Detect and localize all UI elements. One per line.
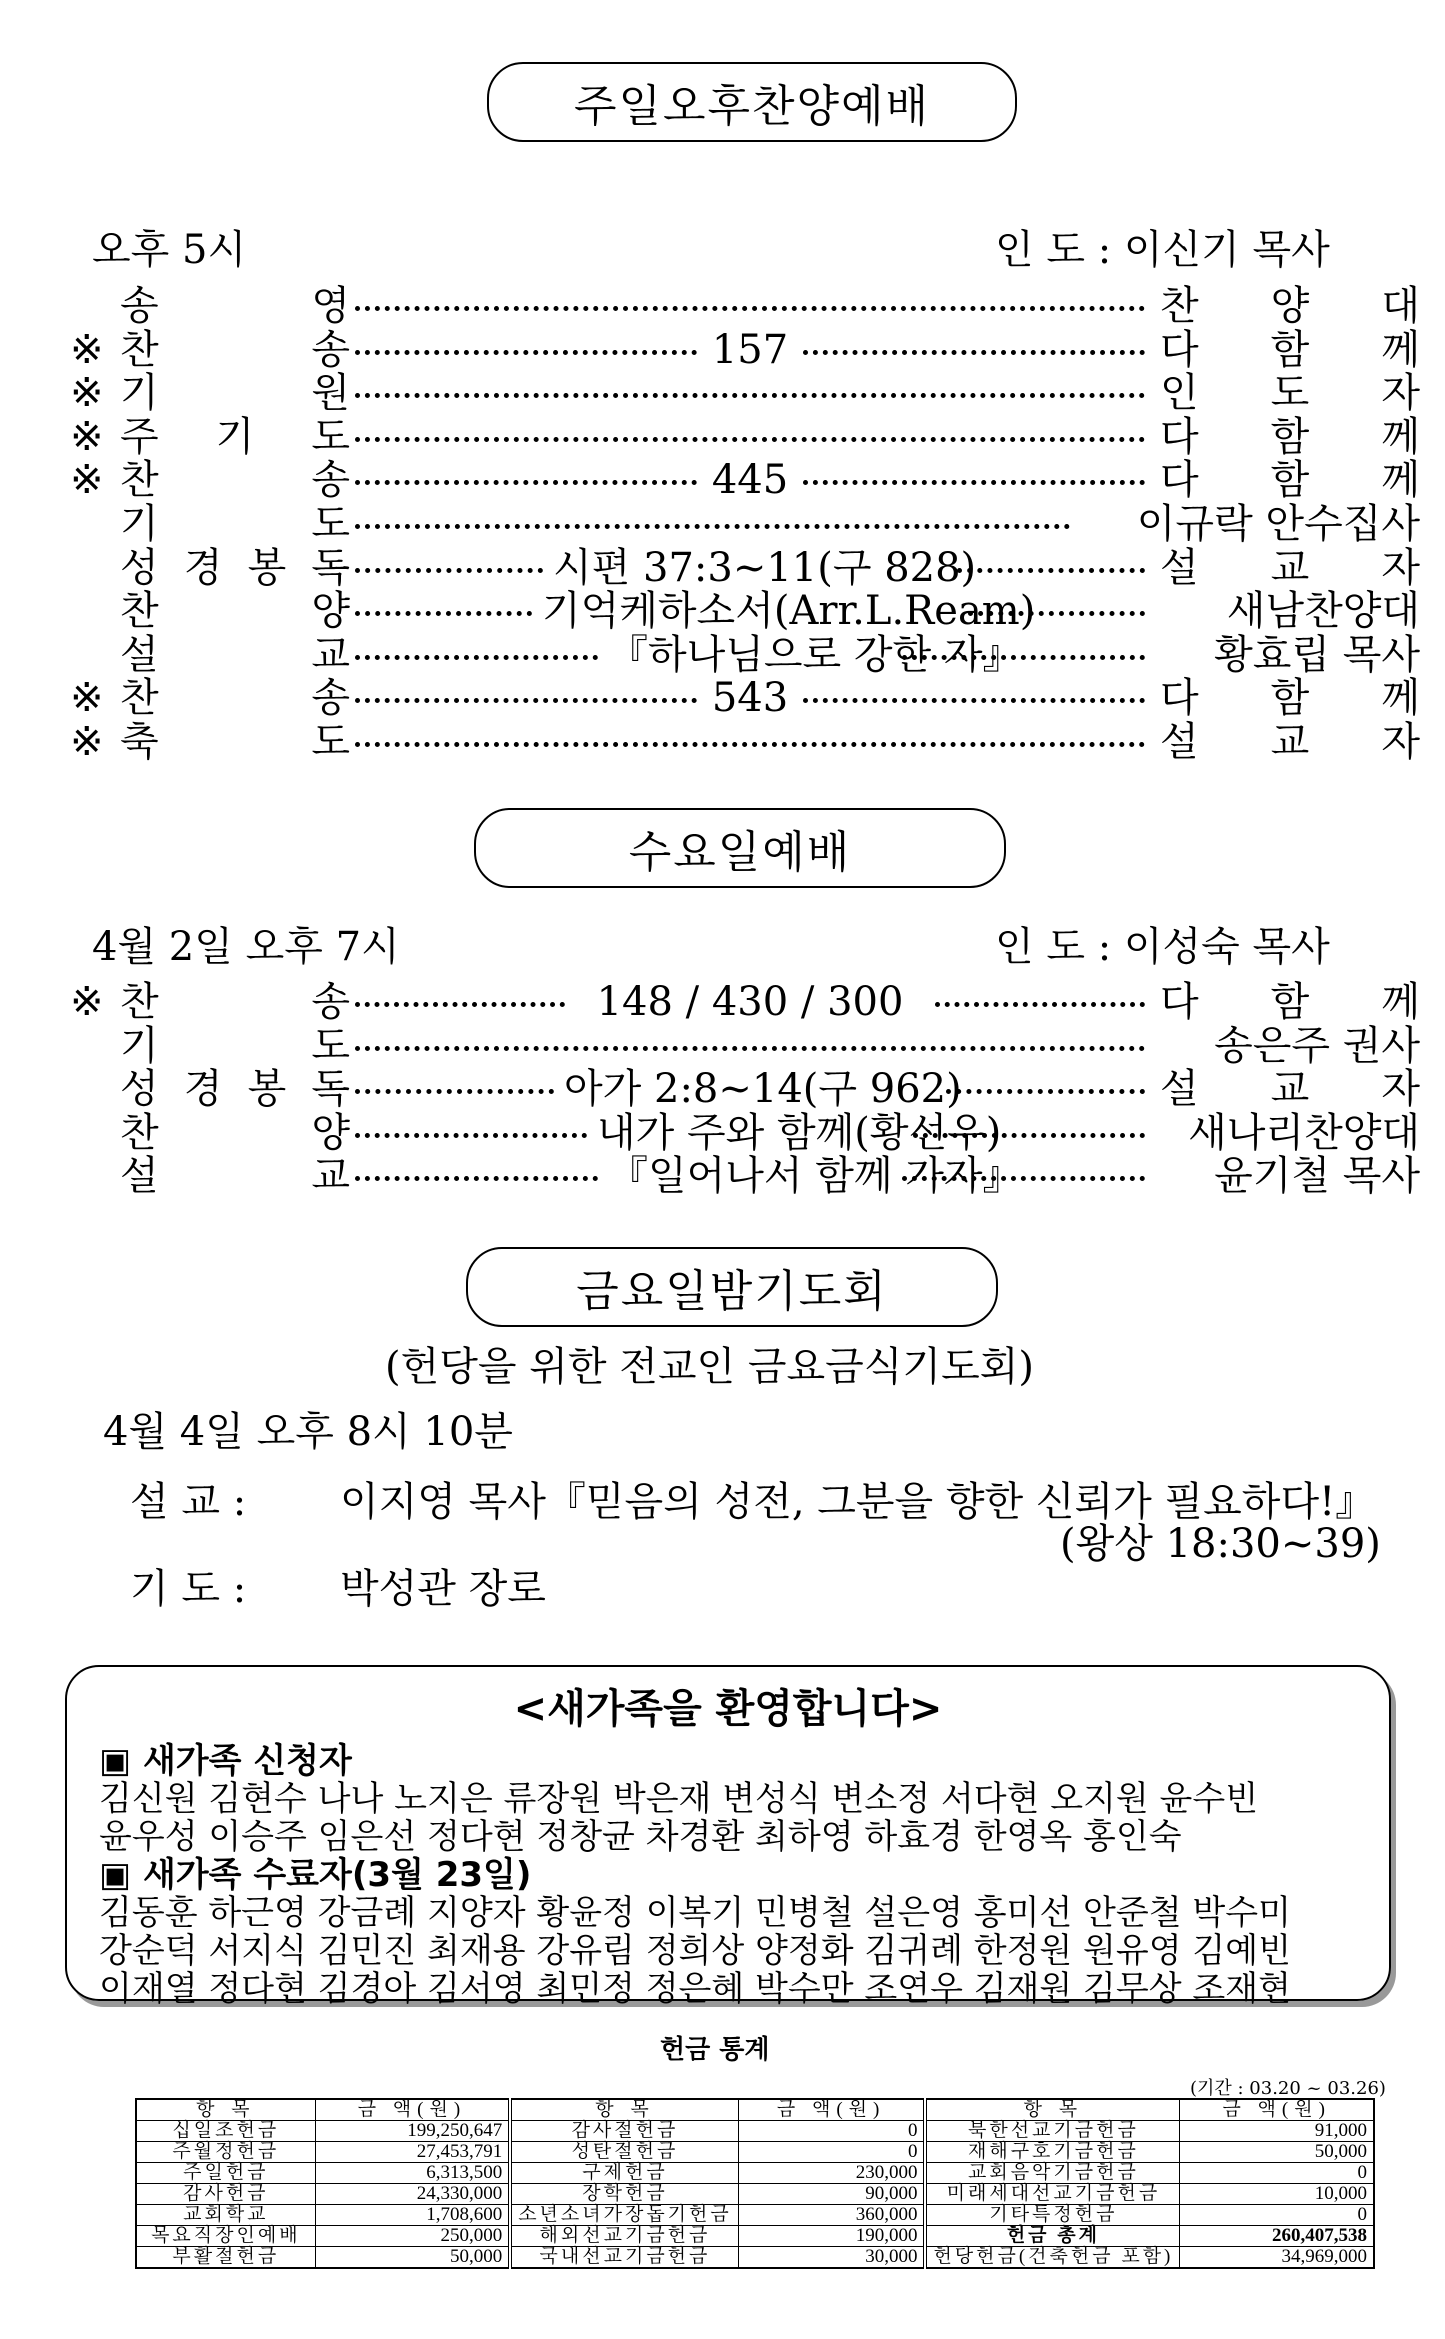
label-char: 찬 — [120, 1109, 159, 1156]
leader-dots — [935, 1002, 1145, 1007]
leader-dots — [355, 1133, 587, 1138]
person-char: 함 — [1270, 979, 1310, 1025]
standing-mark: ※ — [70, 719, 104, 765]
worship-item-person — [1160, 676, 1420, 720]
worship-item-person: 송은주 권사 — [1214, 1022, 1420, 1069]
worship-item-label — [120, 589, 350, 633]
leader-dots — [355, 480, 697, 485]
label-char: 독 — [311, 1066, 350, 1113]
person-char: 다 — [1160, 979, 1199, 1025]
applicants-line: 윤우성 이승주 임은선 정다현 정창균 차경환 최하영 하효경 한영옥 홍인숙 — [99, 1817, 1182, 1857]
person-char: 다 — [1160, 457, 1199, 504]
person-char: 찬 — [1160, 283, 1199, 329]
offering-item: 재해구호기금헌금 — [925, 2142, 1179, 2163]
person-char: 께 — [1381, 979, 1420, 1025]
label-char: 교 — [311, 631, 350, 678]
table-row — [136, 2163, 1374, 2184]
person-char: 자 — [1381, 370, 1420, 417]
label-char: 경 — [183, 544, 223, 591]
worship-row — [60, 413, 1420, 460]
column-header: 항 목 — [136, 2099, 315, 2121]
offering-amount: 190,000 — [738, 2226, 925, 2247]
offering-item: 기타특정헌금 — [925, 2205, 1179, 2226]
offering-amount: 10,000 — [1180, 2184, 1374, 2205]
offering-amount: 30,000 — [738, 2247, 925, 2269]
leader-dots — [355, 568, 543, 573]
label-char: 기 — [120, 1022, 159, 1069]
leader-dots — [913, 1133, 1145, 1138]
label-char: 영 — [311, 283, 350, 329]
worship-item-person — [1160, 1067, 1420, 1111]
label-char: 도 — [311, 719, 350, 765]
worship-item-detail: 내가 주와 함께(황선우) — [597, 1109, 1002, 1156]
worship-item-detail: 아가 2:8~14(구 962) — [564, 1066, 962, 1113]
worship-item-detail: 157 — [711, 326, 789, 373]
label-char: 양 — [311, 1109, 350, 1156]
label-char: 경 — [183, 1066, 223, 1113]
offering-item: 헌당헌금(건축헌금 포함) — [925, 2247, 1179, 2269]
person-char: 설 — [1160, 1066, 1199, 1113]
leader-dots — [355, 437, 1145, 442]
worship-row — [60, 979, 1420, 1025]
label-char: 송 — [120, 283, 159, 329]
offering-amount: 230,000 — [738, 2163, 925, 2184]
offering-item: 국내선교기금헌금 — [510, 2247, 738, 2269]
offering-item: 교회학교 — [136, 2205, 315, 2226]
standing-mark: ※ — [70, 675, 104, 722]
person-char: 인 — [1160, 370, 1199, 417]
person-char: 다 — [1160, 326, 1199, 373]
leader-dots — [355, 611, 532, 616]
offering-amount: 0 — [1180, 2163, 1374, 2184]
service-time: 4월 2일 오후 7시 — [92, 924, 400, 970]
person-char: 자 — [1381, 719, 1420, 765]
offering-amount: 199,250,647 — [315, 2121, 510, 2142]
offering-amount: 250,000 — [315, 2226, 510, 2247]
worship-item-person: 새남찬양대 — [1226, 588, 1420, 635]
offering-item: 주일헌금 — [136, 2163, 315, 2184]
standing-mark: ※ — [70, 457, 104, 504]
leader-dots — [355, 306, 1145, 311]
worship-item-label — [120, 1111, 350, 1155]
leader-dots — [968, 611, 1145, 616]
section-title-sunday-afternoon: 주일오후찬양예배 — [487, 62, 1017, 142]
label-char: 양 — [311, 588, 350, 635]
leader-dots — [803, 480, 1145, 485]
person-char: 설 — [1160, 719, 1199, 765]
label-char: 찬 — [120, 326, 159, 373]
label-char: 찬 — [120, 588, 159, 635]
label-char: 설 — [120, 1153, 159, 1200]
offering-item: 장학헌금 — [510, 2184, 738, 2205]
worship-item-label — [120, 1067, 350, 1111]
label-char: 송 — [311, 979, 350, 1025]
offering-item: 목요직장인예배 — [136, 2226, 315, 2247]
label-char: 설 — [120, 631, 159, 678]
offering-amount: 24,330,000 — [315, 2184, 510, 2205]
worship-item-detail: 『일어나서 함께 가자』 — [608, 1153, 1023, 1200]
worship-row — [60, 719, 1420, 765]
graduates-line: 김동훈 하근영 강금례 지양자 황윤정 이복기 민병철 설은영 홍미선 안준철 박수미 — [99, 1893, 1291, 1933]
worship-row — [60, 283, 1420, 329]
label-char: 송 — [311, 457, 350, 504]
offering-item: 소년소녀가장돕기헌금 — [510, 2205, 738, 2226]
worship-item-label — [120, 676, 350, 720]
leader-dots — [355, 1046, 1145, 1051]
worship-item-label — [120, 458, 350, 502]
applicants-heading: ▣ 새가족 신청자 — [99, 1741, 352, 1781]
person-char: 께 — [1381, 326, 1420, 373]
worship-item-detail: 시편 37:3~11(구 828) — [553, 544, 977, 591]
person-char: 양 — [1270, 283, 1310, 329]
offering-item: 해외선교기금헌금 — [510, 2226, 738, 2247]
label-char: 찬 — [120, 675, 159, 722]
offering-item: 북한선교기금헌금 — [925, 2121, 1179, 2142]
offering-amount: 0 — [1180, 2205, 1374, 2226]
person-char: 함 — [1270, 675, 1310, 722]
label-char: 기 — [120, 501, 159, 547]
worship-row — [60, 1153, 1420, 1200]
standing-mark: ※ — [70, 370, 104, 417]
worship-item-person — [1160, 980, 1420, 1024]
worship-item-detail: 『하나님으로 강한 자』 — [608, 631, 1023, 678]
offering-table — [135, 2098, 1375, 2269]
offering-item: 헌금 총계 — [925, 2226, 1179, 2247]
person-char: 자 — [1381, 1066, 1420, 1113]
label-char: 봉 — [247, 544, 287, 591]
worship-row — [60, 631, 1420, 678]
offering-item: 부활절헌금 — [136, 2247, 315, 2269]
label-char: 도 — [311, 501, 350, 547]
applicants-line: 김신원 김현수 나나 노지은 류장원 박은재 변성식 변소정 서다현 오지원 윤수빈 — [99, 1779, 1259, 1819]
person-char: 다 — [1160, 413, 1199, 460]
worship-row — [60, 1066, 1420, 1113]
worship-row — [60, 370, 1420, 417]
label-char: 봉 — [247, 1066, 287, 1113]
standing-mark: ※ — [70, 979, 104, 1025]
offering-item: 미래세대선교기금헌금 — [925, 2184, 1179, 2205]
worship-row — [60, 457, 1420, 504]
graduates-line: 이재열 정다현 김경아 김서영 최민정 정은혜 박수만 조연우 김재원 김무상 조재현 — [99, 1969, 1291, 2009]
worship-row — [60, 501, 1420, 547]
sermon-reference: (왕상 18:30~39) — [1060, 1521, 1381, 1567]
worship-item-person: 윤기철 목사 — [1214, 1153, 1420, 1200]
label-char: 교 — [311, 1153, 350, 1200]
worship-item-label — [120, 980, 350, 1024]
person-char: 께 — [1381, 413, 1420, 460]
worship-item-person — [1160, 415, 1420, 459]
leader-dots — [803, 350, 1145, 355]
leader-dots — [355, 393, 1145, 398]
person-char: 다 — [1160, 675, 1199, 722]
worship-row — [60, 1022, 1420, 1069]
worship-item-person — [1160, 328, 1420, 372]
table-row — [136, 2121, 1374, 2142]
person-char: 함 — [1270, 457, 1310, 504]
worship-item-person — [1160, 284, 1420, 328]
table-row — [136, 2142, 1374, 2163]
leader-dots — [355, 655, 598, 660]
friday-subtitle: (헌당을 위한 전교인 금요금식기도회) — [385, 1344, 1034, 1390]
table-header-row — [136, 2099, 1374, 2121]
worship-item-label — [120, 284, 350, 328]
person-char: 설 — [1160, 544, 1199, 591]
prayer-label: 기 도 : — [130, 1566, 247, 1612]
person-char: 께 — [1381, 675, 1420, 722]
label-char: 송 — [311, 675, 350, 722]
offering-amount: 6,313,500 — [315, 2163, 510, 2184]
leader-dots — [946, 1089, 1145, 1094]
person-char: 도 — [1270, 370, 1310, 417]
person-char: 함 — [1270, 413, 1310, 460]
new-family-title: <새가족을 환영합니다> — [513, 1686, 943, 1732]
offering-item: 구제헌금 — [510, 2163, 738, 2184]
service-time: 오후 5시 — [92, 227, 247, 273]
label-char: 축 — [120, 719, 159, 765]
offering-period: (기간 : 03.20 ~ 03.26) — [1190, 2078, 1386, 2099]
label-char: 기 — [120, 370, 159, 417]
table-row — [136, 2205, 1374, 2226]
worship-item-label — [120, 546, 350, 590]
offering-item: 감사절헌금 — [510, 2121, 738, 2142]
worship-item-label — [120, 328, 350, 372]
sermon-text: 이지영 목사『믿음의 성전, 그분을 향한 신뢰가 필요하다!』 — [340, 1479, 1376, 1525]
worship-item-label — [120, 633, 350, 677]
leader-dots — [957, 568, 1145, 573]
offering-item: 성탄절헌금 — [510, 2142, 738, 2163]
worship-item-person — [1160, 371, 1420, 415]
person-char: 대 — [1381, 283, 1420, 329]
leader-dots — [902, 1176, 1145, 1181]
sermon-label: 설 교 : — [130, 1479, 247, 1525]
offering-amount: 0 — [738, 2121, 925, 2142]
leader-dots — [355, 1089, 554, 1094]
column-header: 금 액(원) — [738, 2099, 925, 2121]
leader-dots — [355, 1002, 565, 1007]
leader-dots — [355, 350, 697, 355]
label-char: 도 — [311, 1022, 350, 1069]
table-row — [136, 2184, 1374, 2205]
worship-item-person: 새나리찬양대 — [1188, 1109, 1420, 1156]
leader-dots — [355, 698, 697, 703]
person-char: 함 — [1270, 326, 1310, 373]
graduates-line: 강순덕 서지식 김민진 최재용 강유림 정희상 양정화 김귀례 한정원 원유영 김예빈 — [99, 1931, 1291, 1971]
standing-mark: ※ — [70, 326, 104, 373]
worship-item-person — [1160, 458, 1420, 502]
worship-item-label — [120, 502, 350, 546]
section-title-friday: 금요일밤기도회 — [466, 1247, 998, 1327]
worship-item-label — [120, 415, 350, 459]
person-char: 께 — [1381, 457, 1420, 504]
column-header: 금 액(원) — [1180, 2099, 1374, 2121]
offering-amount: 90,000 — [738, 2184, 925, 2205]
offering-stats-title: 헌금 통계 — [660, 2035, 770, 2065]
label-char: 성 — [120, 1066, 159, 1113]
service-time: 4월 4일 오후 8시 10분 — [103, 1409, 513, 1455]
person-char: 교 — [1270, 1066, 1310, 1113]
table-row — [136, 2247, 1374, 2269]
service-leader: 인 도 : 이성숙 목사 — [995, 924, 1330, 970]
worship-item-detail: 445 — [711, 457, 789, 504]
label-char: 원 — [311, 370, 350, 417]
label-char: 주 — [120, 413, 159, 460]
column-header: 항 목 — [925, 2099, 1179, 2121]
person-char: 교 — [1270, 544, 1310, 591]
offering-item: 교회음악기금헌금 — [925, 2163, 1179, 2184]
worship-item-detail: 148 / 430 / 300 — [596, 979, 904, 1025]
service-leader: 인 도 : 이신기 목사 — [995, 227, 1330, 273]
label-char: 성 — [120, 544, 159, 591]
worship-row — [60, 588, 1420, 635]
label-char: 도 — [311, 413, 350, 460]
table-row — [136, 2226, 1374, 2247]
leader-dots — [902, 655, 1145, 660]
label-char: 독 — [311, 544, 350, 591]
worship-item-label — [120, 371, 350, 415]
offering-amount: 50,000 — [1180, 2142, 1374, 2163]
worship-item-person — [1160, 546, 1420, 590]
person-char: 자 — [1381, 544, 1420, 591]
column-header: 금 액(원) — [315, 2099, 510, 2121]
column-header: 항 목 — [510, 2099, 738, 2121]
offering-amount: 27,453,791 — [315, 2142, 510, 2163]
worship-row — [60, 544, 1420, 591]
prayer-text: 박성관 장로 — [340, 1566, 546, 1612]
worship-item-label — [120, 720, 350, 764]
label-char: 찬 — [120, 979, 159, 1025]
leader-dots — [355, 524, 1070, 529]
leader-dots — [355, 742, 1145, 747]
label-char: 기 — [215, 413, 255, 460]
offering-item: 감사헌금 — [136, 2184, 315, 2205]
worship-row — [60, 326, 1420, 373]
offering-amount: 1,708,600 — [315, 2205, 510, 2226]
new-family-box — [65, 1665, 1391, 2009]
offering-amount: 50,000 — [315, 2247, 510, 2269]
label-char: 찬 — [120, 457, 159, 504]
offering-amount: 260,407,538 — [1180, 2226, 1374, 2247]
leader-dots — [355, 1176, 598, 1181]
worship-item-detail: 기억케하소서(Arr.L.Ream) — [542, 588, 1036, 635]
standing-mark: ※ — [70, 413, 104, 460]
person-char: 교 — [1270, 719, 1310, 765]
worship-row — [60, 675, 1420, 722]
offering-amount: 34,969,000 — [1180, 2247, 1374, 2269]
offering-amount: 91,000 — [1180, 2121, 1374, 2142]
graduates-heading: ▣ 새가족 수료자(3월 23일) — [99, 1855, 532, 1895]
worship-item-person: 이규락 안수집사 — [1136, 501, 1420, 547]
worship-row — [60, 1109, 1420, 1156]
leader-dots — [803, 698, 1145, 703]
worship-item-label — [120, 1024, 350, 1068]
offering-item: 주월정헌금 — [136, 2142, 315, 2163]
worship-item-person — [1160, 720, 1420, 764]
offering-item: 십일조헌금 — [136, 2121, 315, 2142]
worship-item-person: 황효립 목사 — [1214, 631, 1420, 678]
worship-item-detail: 543 — [711, 675, 789, 722]
label-char: 송 — [311, 326, 350, 373]
offering-amount: 0 — [738, 2142, 925, 2163]
section-title-wednesday: 수요일예배 — [474, 808, 1006, 888]
worship-item-label — [120, 1154, 350, 1198]
offering-amount: 360,000 — [738, 2205, 925, 2226]
